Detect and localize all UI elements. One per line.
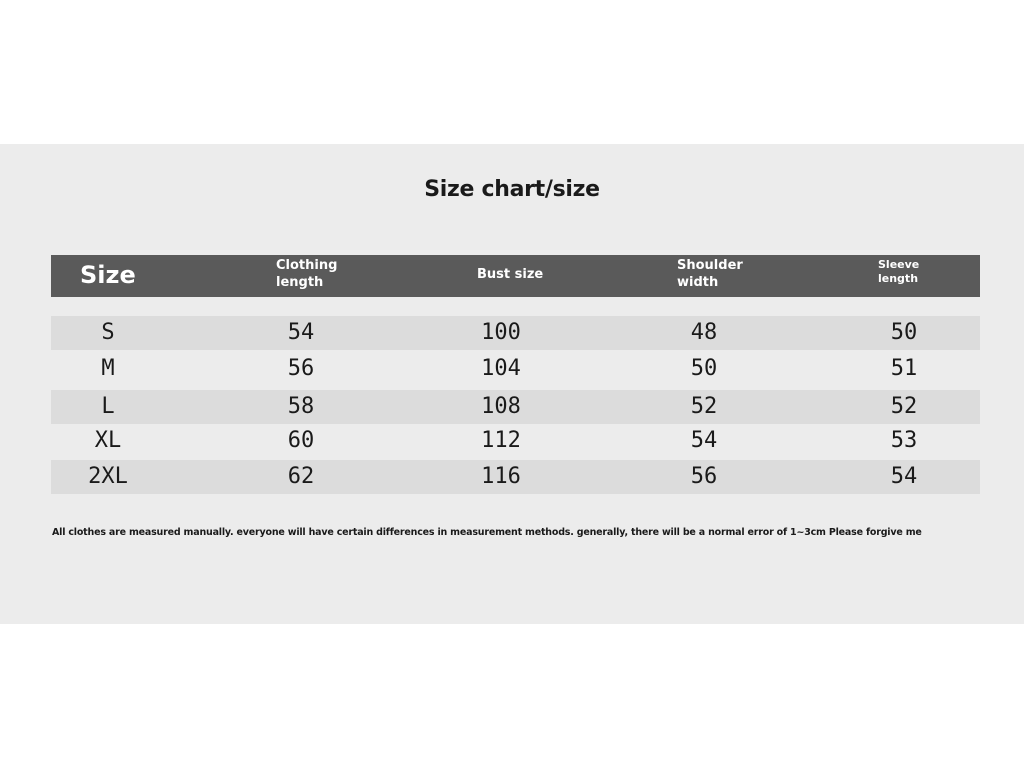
header-sleeve-length <box>878 258 919 287</box>
cell-size: 2XL <box>88 464 128 489</box>
cell-size: M <box>101 356 115 381</box>
cell-shoulder-width: 50 <box>690 356 718 381</box>
cell-bust-size: 100 <box>481 320 521 345</box>
cell-clothing-length: 60 <box>287 428 315 453</box>
cell-bust-size: 108 <box>481 394 521 419</box>
cell-sleeve-length: 50 <box>890 320 918 345</box>
table-row <box>51 390 980 424</box>
table-row <box>51 460 980 494</box>
cell-sleeve-length: 51 <box>890 356 918 381</box>
cell-sleeve-length: 53 <box>890 428 918 453</box>
header-sleeve-length-line-2: length <box>878 272 919 286</box>
table-row <box>51 316 980 350</box>
cell-bust-size: 112 <box>481 428 521 453</box>
header-clothing-length <box>276 258 337 292</box>
header-clothing-length-line-2: length <box>276 274 324 290</box>
cell-sleeve-length: 54 <box>890 464 918 489</box>
header-sleeve-length-line-1: Sleeve <box>878 258 920 271</box>
cell-clothing-length: 58 <box>287 394 315 419</box>
cell-sleeve-length: 52 <box>890 394 918 419</box>
cell-bust-size: 104 <box>481 356 521 381</box>
header-clothing-length-line-1: Clothing <box>276 258 338 273</box>
cell-size: S <box>101 320 115 345</box>
header-size: Size <box>80 261 136 289</box>
cell-clothing-length: 54 <box>287 320 315 345</box>
cell-bust-size: 116 <box>481 464 521 489</box>
cell-clothing-length: 56 <box>287 356 315 381</box>
cell-shoulder-width: 52 <box>690 394 718 419</box>
cell-size: XL <box>94 428 122 453</box>
measurement-note: All clothes are measured manually. everyone will have certain differences in measurement methods. generally, there will be a normal error of 1~3cm Please forgive me <box>52 527 922 538</box>
cell-size: L <box>101 394 115 419</box>
table-row <box>51 424 980 458</box>
header-shoulder-width <box>677 258 743 292</box>
cell-shoulder-width: 48 <box>690 320 718 345</box>
chart-title: Size chart/size <box>424 177 600 202</box>
header-shoulder-width-line-1: Shoulder <box>677 258 743 273</box>
table-row <box>51 352 980 386</box>
header-bust-size: Bust size <box>477 267 544 282</box>
table-header <box>51 255 980 297</box>
header-shoulder-width-line-2: width <box>677 274 719 290</box>
cell-shoulder-width: 56 <box>690 464 718 489</box>
cell-clothing-length: 62 <box>287 464 315 489</box>
cell-shoulder-width: 54 <box>690 428 718 453</box>
